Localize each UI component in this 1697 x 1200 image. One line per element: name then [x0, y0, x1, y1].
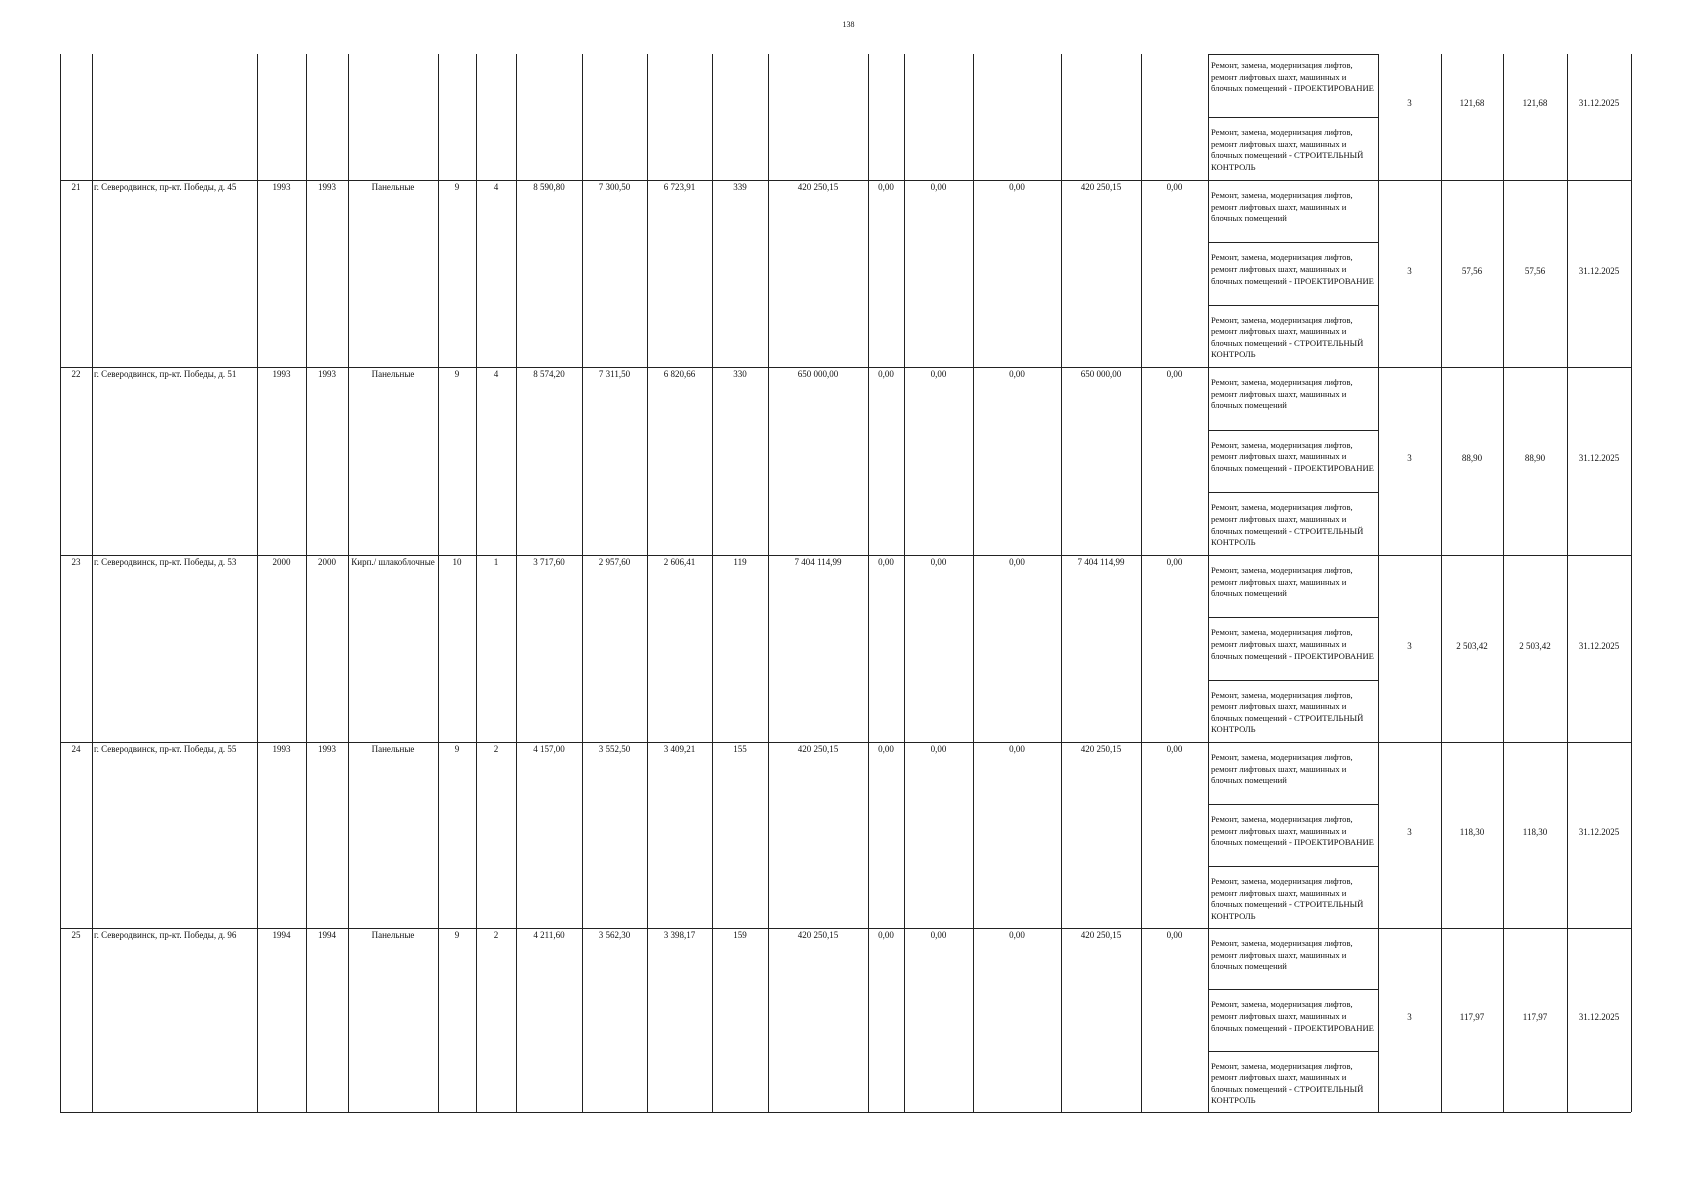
work-divider	[1208, 617, 1378, 618]
year-commissioned: 1993	[318, 369, 336, 379]
row-number: 25	[71, 930, 81, 940]
date-value: 31.12.2025	[1578, 453, 1620, 463]
residents: 119	[733, 557, 747, 567]
column-divider	[476, 54, 477, 1112]
date-value: 31.12.2025	[1578, 1012, 1620, 1022]
year-built: 1993	[272, 182, 291, 192]
work-divider	[1208, 866, 1378, 867]
wall-material: Панельные	[371, 744, 415, 754]
row-divider	[60, 367, 1631, 368]
row-divider	[60, 742, 1631, 743]
fund-4: 420 250,15	[1080, 930, 1122, 940]
unit-value: 3	[1407, 640, 1412, 651]
cost-value: 57,56	[1461, 265, 1483, 276]
area-total: 3 717,60	[533, 557, 565, 567]
address: г. Северодвинск, пр-кт. Победы, д. 55	[94, 744, 237, 754]
wall-material: Кирп./ шлакоблочные	[351, 557, 435, 567]
column-divider	[973, 54, 974, 1112]
area-b: 6 723,91	[663, 182, 696, 192]
column-divider	[904, 54, 905, 1112]
address: г. Северодвинск, пр-кт. Победы, д. 53	[94, 557, 237, 567]
fund-3: 0,00	[1009, 369, 1025, 379]
fund-3: 0,00	[1009, 182, 1025, 192]
fund-2: 0,00	[930, 744, 947, 754]
cost-value: 2 503,42	[1519, 640, 1551, 651]
cost-total: 7 404 114,99	[794, 557, 842, 567]
cost-value: 121,68	[1459, 98, 1485, 108]
work-description: Ремонт, замена, модернизация лифтов, ремонт лифтовых шахт, машинных и блочных помещений	[1211, 190, 1353, 224]
area-b: 3 409,21	[663, 744, 696, 754]
unit-value: 3	[1407, 1012, 1412, 1022]
work-description: Ремонт, замена, модернизация лифтов, ремонт лифтовых шахт, машинных и блочных помещений - ПРОЕКТИРОВАНИЕ	[1211, 252, 1374, 286]
row-divider	[60, 555, 1631, 556]
column-divider	[348, 54, 349, 1112]
fund-3: 0,00	[1009, 557, 1025, 567]
work-divider	[1208, 928, 1378, 929]
area-b: 3 398,17	[663, 930, 696, 940]
page-number: 138	[842, 20, 855, 29]
date-value: 31.12.2025	[1578, 640, 1620, 651]
year-commissioned: 2000	[318, 557, 336, 567]
work-divider	[1208, 117, 1378, 118]
fund-1: 0,00	[878, 182, 894, 192]
row-number: 24	[71, 744, 81, 754]
work-divider	[1208, 54, 1378, 55]
floors: 9	[454, 369, 460, 379]
date-value: 31.12.2025	[1578, 265, 1620, 276]
work-divider	[1208, 305, 1378, 306]
entrances: 4	[493, 369, 499, 379]
cost-value: 121,68	[1522, 98, 1548, 108]
work-divider	[1208, 430, 1378, 431]
cost-value: 57,56	[1524, 265, 1546, 276]
work-description: Ремонт, замена, модернизация лифтов, ремонт лифтовых шахт, машинных и блочных помещений - ПРОЕКТИРОВАНИЕ	[1211, 439, 1374, 473]
work-description: Ремонт, замена, модернизация лифтов, ремонт лифтовых шахт, машинных и блочных помещений	[1211, 565, 1353, 599]
column-divider	[768, 54, 769, 1112]
year-commissioned: 1993	[318, 744, 336, 754]
entrances: 2	[493, 930, 499, 940]
cost-value: 88,90	[1524, 453, 1546, 463]
fund-1: 0,00	[878, 369, 894, 379]
unit-value: 3	[1407, 827, 1412, 837]
area-a: 2 957,60	[598, 557, 631, 567]
column-divider	[1141, 54, 1142, 1112]
fund-4: 650 000,00	[1080, 369, 1122, 379]
fund-3: 0,00	[1009, 930, 1025, 940]
cost-value: 118,30	[1522, 827, 1548, 837]
area-total: 8 574,20	[533, 369, 565, 379]
fund-1: 0,00	[878, 744, 894, 754]
work-divider	[1208, 1051, 1378, 1052]
cost-value: 118,30	[1459, 827, 1485, 837]
work-description: Ремонт, замена, модернизация лифтов, ремонт лифтовых шахт, машинных и блочных помещений - СТРОИТЕЛЬНЫЙ КОНТРОЛЬ	[1211, 502, 1364, 548]
unit-value: 3	[1407, 453, 1412, 463]
column-divider	[92, 54, 93, 1112]
area-b: 2 606,41	[663, 557, 696, 567]
fund-5: 0,00	[1166, 930, 1183, 940]
work-divider	[1208, 555, 1378, 556]
area-b: 6 820,66	[663, 369, 696, 379]
fund-1: 0,00	[878, 557, 894, 567]
area-a: 3 562,30	[598, 930, 631, 940]
fund-2: 0,00	[930, 557, 947, 567]
floors: 9	[454, 930, 460, 940]
floors: 9	[454, 182, 460, 192]
work-description: Ремонт, замена, модернизация лифтов, ремонт лифтовых шахт, машинных и блочных помещений - СТРОИТЕЛЬНЫЙ КОНТРОЛЬ	[1211, 127, 1364, 172]
work-divider	[1208, 680, 1378, 681]
cost-total: 420 250,15	[797, 182, 839, 192]
column-divider	[712, 54, 713, 1112]
cost-value: 2 503,42	[1456, 640, 1488, 651]
unit-value: 3	[1407, 98, 1412, 108]
column-divider	[438, 54, 439, 1112]
work-divider	[1208, 742, 1378, 743]
cost-total: 420 250,15	[797, 930, 839, 940]
work-description: Ремонт, замена, модернизация лифтов, ремонт лифтовых шахт, машинных и блочных помещений - СТРОИТЕЛЬНЫЙ КОНТРОЛЬ	[1211, 1060, 1364, 1106]
floors: 9	[454, 744, 460, 754]
date-value: 31.12.2025	[1578, 98, 1620, 108]
wall-material: Панельные	[371, 182, 415, 192]
work-divider	[1208, 367, 1378, 368]
address: г. Северодвинск, пр-кт. Победы, д. 51	[94, 369, 237, 379]
area-a: 3 552,50	[598, 744, 631, 754]
year-built: 2000	[272, 557, 291, 567]
floors: 10	[452, 557, 462, 567]
fund-4: 420 250,15	[1080, 182, 1122, 192]
column-divider	[257, 54, 258, 1112]
work-description: Ремонт, замена, модернизация лифтов, ремонт лифтовых шахт, машинных и блочных помещений - СТРОИТЕЛЬНЫЙ КОНТРОЛЬ	[1211, 689, 1364, 735]
row-number: 23	[71, 557, 81, 567]
column-divider	[647, 54, 648, 1112]
area-total: 8 590,80	[533, 182, 565, 192]
work-divider	[1208, 492, 1378, 493]
work-description: Ремонт, замена, модернизация лифтов, ремонт лифтовых шахт, машинных и блочных помещений - ПРОЕКТИРОВАНИЕ	[1211, 814, 1374, 848]
work-description: Ремонт, замена, модернизация лифтов, ремонт лифтовых шахт, машинных и блочных помещений	[1211, 377, 1353, 411]
year-built: 1994	[272, 930, 291, 940]
fund-4: 420 250,15	[1080, 744, 1122, 754]
column-divider	[1441, 54, 1442, 1112]
cost-value: 117,97	[1459, 1012, 1485, 1022]
date-value: 31.12.2025	[1578, 827, 1620, 837]
residents: 155	[733, 744, 747, 754]
fund-2: 0,00	[930, 182, 947, 192]
fund-3: 0,00	[1009, 744, 1025, 754]
column-divider	[582, 54, 583, 1112]
fund-5: 0,00	[1166, 557, 1183, 567]
fund-2: 0,00	[930, 930, 947, 940]
cost-total: 420 250,15	[797, 744, 839, 754]
unit-value: 3	[1407, 265, 1412, 276]
work-description: Ремонт, замена, модернизация лифтов, ремонт лифтовых шахт, машинных и блочных помещений	[1211, 938, 1353, 972]
address: г. Северодвинск, пр-кт. Победы, д. 45	[94, 182, 237, 192]
cost-value: 117,97	[1522, 1012, 1548, 1022]
work-divider	[1208, 242, 1378, 243]
work-divider	[1208, 804, 1378, 805]
area-a: 7 300,50	[598, 182, 631, 192]
row-number: 21	[71, 182, 81, 192]
area-total: 4 211,60	[533, 930, 565, 940]
work-description: Ремонт, замена, модернизация лифтов, ремонт лифтовых шахт, машинных и блочных помещений - ПРОЕКТИРОВАНИЕ	[1211, 627, 1374, 661]
work-description: Ремонт, замена, модернизация лифтов, ремонт лифтовых шахт, машинных и блочных помещений - СТРОИТЕЛЬНЫЙ КОНТРОЛЬ	[1211, 876, 1364, 921]
cost-total: 650 000,00	[797, 369, 839, 379]
row-number: 22	[71, 369, 81, 379]
column-divider	[516, 54, 517, 1112]
column-divider	[1061, 54, 1062, 1112]
residents: 339	[733, 182, 747, 192]
row-divider	[60, 928, 1631, 929]
cost-value: 88,90	[1461, 453, 1483, 463]
year-built: 1993	[272, 744, 291, 754]
work-description: Ремонт, замена, модернизация лифтов, ремонт лифтовых шахт, машинных и блочных помещений - ПРОЕКТИРОВАНИЕ	[1211, 60, 1374, 94]
column-divider	[868, 54, 869, 1112]
wall-material: Панельные	[371, 369, 415, 379]
column-divider	[1567, 54, 1568, 1112]
fund-4: 7 404 114,99	[1077, 557, 1125, 567]
fund-2: 0,00	[930, 369, 947, 379]
work-description: Ремонт, замена, модернизация лифтов, ремонт лифтовых шахт, машинных и блочных помещений - ПРОЕКТИРОВАНИЕ	[1211, 999, 1374, 1033]
work-divider	[1208, 989, 1378, 990]
entrances: 2	[493, 744, 499, 754]
work-divider	[1208, 180, 1378, 181]
year-commissioned: 1994	[318, 930, 336, 940]
year-built: 1993	[272, 369, 291, 379]
fund-1: 0,00	[878, 930, 894, 940]
work-description: Ремонт, замена, модернизация лифтов, ремонт лифтовых шахт, машинных и блочных помещений	[1211, 752, 1353, 786]
entrances: 1	[493, 557, 499, 567]
column-divider	[1503, 54, 1504, 1112]
column-divider	[306, 54, 307, 1112]
row-divider	[60, 1112, 1631, 1113]
year-commissioned: 1993	[318, 182, 336, 192]
residents: 159	[733, 930, 747, 940]
work-description: Ремонт, замена, модернизация лифтов, ремонт лифтовых шахт, машинных и блочных помещений - СТРОИТЕЛЬНЫЙ КОНТРОЛЬ	[1211, 314, 1364, 360]
address: г. Северодвинск, пр-кт. Победы, д. 96	[94, 930, 237, 940]
column-divider	[60, 54, 61, 1112]
area-a: 7 311,50	[598, 369, 631, 379]
fund-5: 0,00	[1166, 182, 1183, 192]
column-divider	[1631, 54, 1632, 1112]
area-total: 4 157,00	[533, 744, 565, 754]
residents: 330	[733, 369, 747, 379]
column-divider	[1378, 54, 1379, 1112]
fund-5: 0,00	[1166, 369, 1183, 379]
row-divider	[60, 180, 1631, 181]
wall-material: Панельные	[371, 930, 415, 940]
fund-5: 0,00	[1166, 744, 1183, 754]
entrances: 4	[493, 182, 499, 192]
